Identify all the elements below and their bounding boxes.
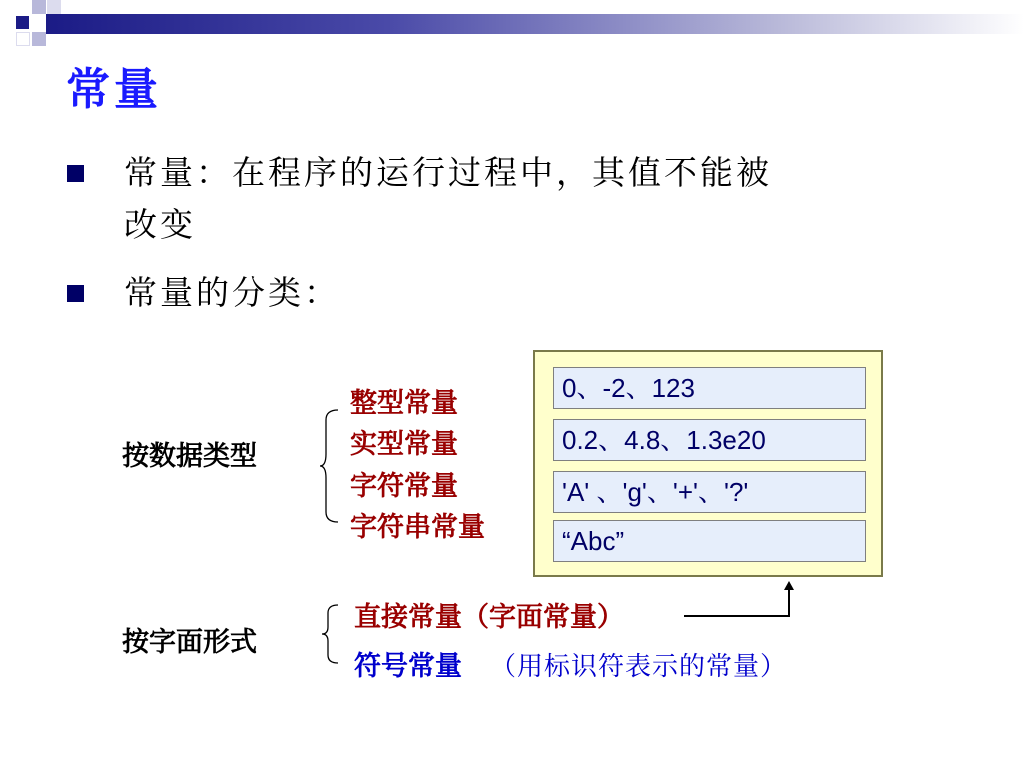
header-square (16, 16, 29, 29)
bullet-marker (67, 165, 84, 182)
example-integer: 0、-2、123 (553, 367, 866, 409)
type-item-real: 实型常量 (350, 429, 458, 460)
bullet-1-line2: 改变 (124, 205, 196, 244)
header-gradient-bar (46, 14, 1024, 34)
arrow-to-examples (684, 580, 794, 620)
example-char: 'A' 、'g'、'+'、'?' (553, 471, 866, 513)
example-string: “Abc” (553, 520, 866, 562)
example-real: 0.2、4.8、1.3e20 (553, 419, 866, 461)
brace-data-type (318, 408, 342, 524)
header-square (32, 0, 46, 14)
slide-title: 常量 (66, 64, 162, 115)
bullet-2-text: 常量的分类： (124, 273, 340, 312)
header-square (16, 32, 30, 46)
brace-literal-form (320, 603, 342, 665)
symbolic-constant-label: 符号常量 (354, 651, 462, 682)
type-item-string: 字符串常量 (350, 512, 485, 543)
header-square (32, 32, 46, 46)
bullet-marker (67, 285, 84, 302)
type-item-char: 字符常量 (350, 471, 458, 502)
by-literal-form-label: 按字面形式 (122, 627, 257, 658)
by-data-type-label: 按数据类型 (122, 441, 257, 472)
header-square (47, 0, 61, 14)
type-item-integer: 整型常量 (350, 388, 458, 419)
direct-constant-label: 直接常量（字面常量） (354, 602, 624, 633)
bullet-1-line1: 常量：在程序的运行过程中，其值不能被 (124, 153, 772, 192)
symbolic-constant-note: （用标识符表示的常量） (490, 652, 788, 682)
